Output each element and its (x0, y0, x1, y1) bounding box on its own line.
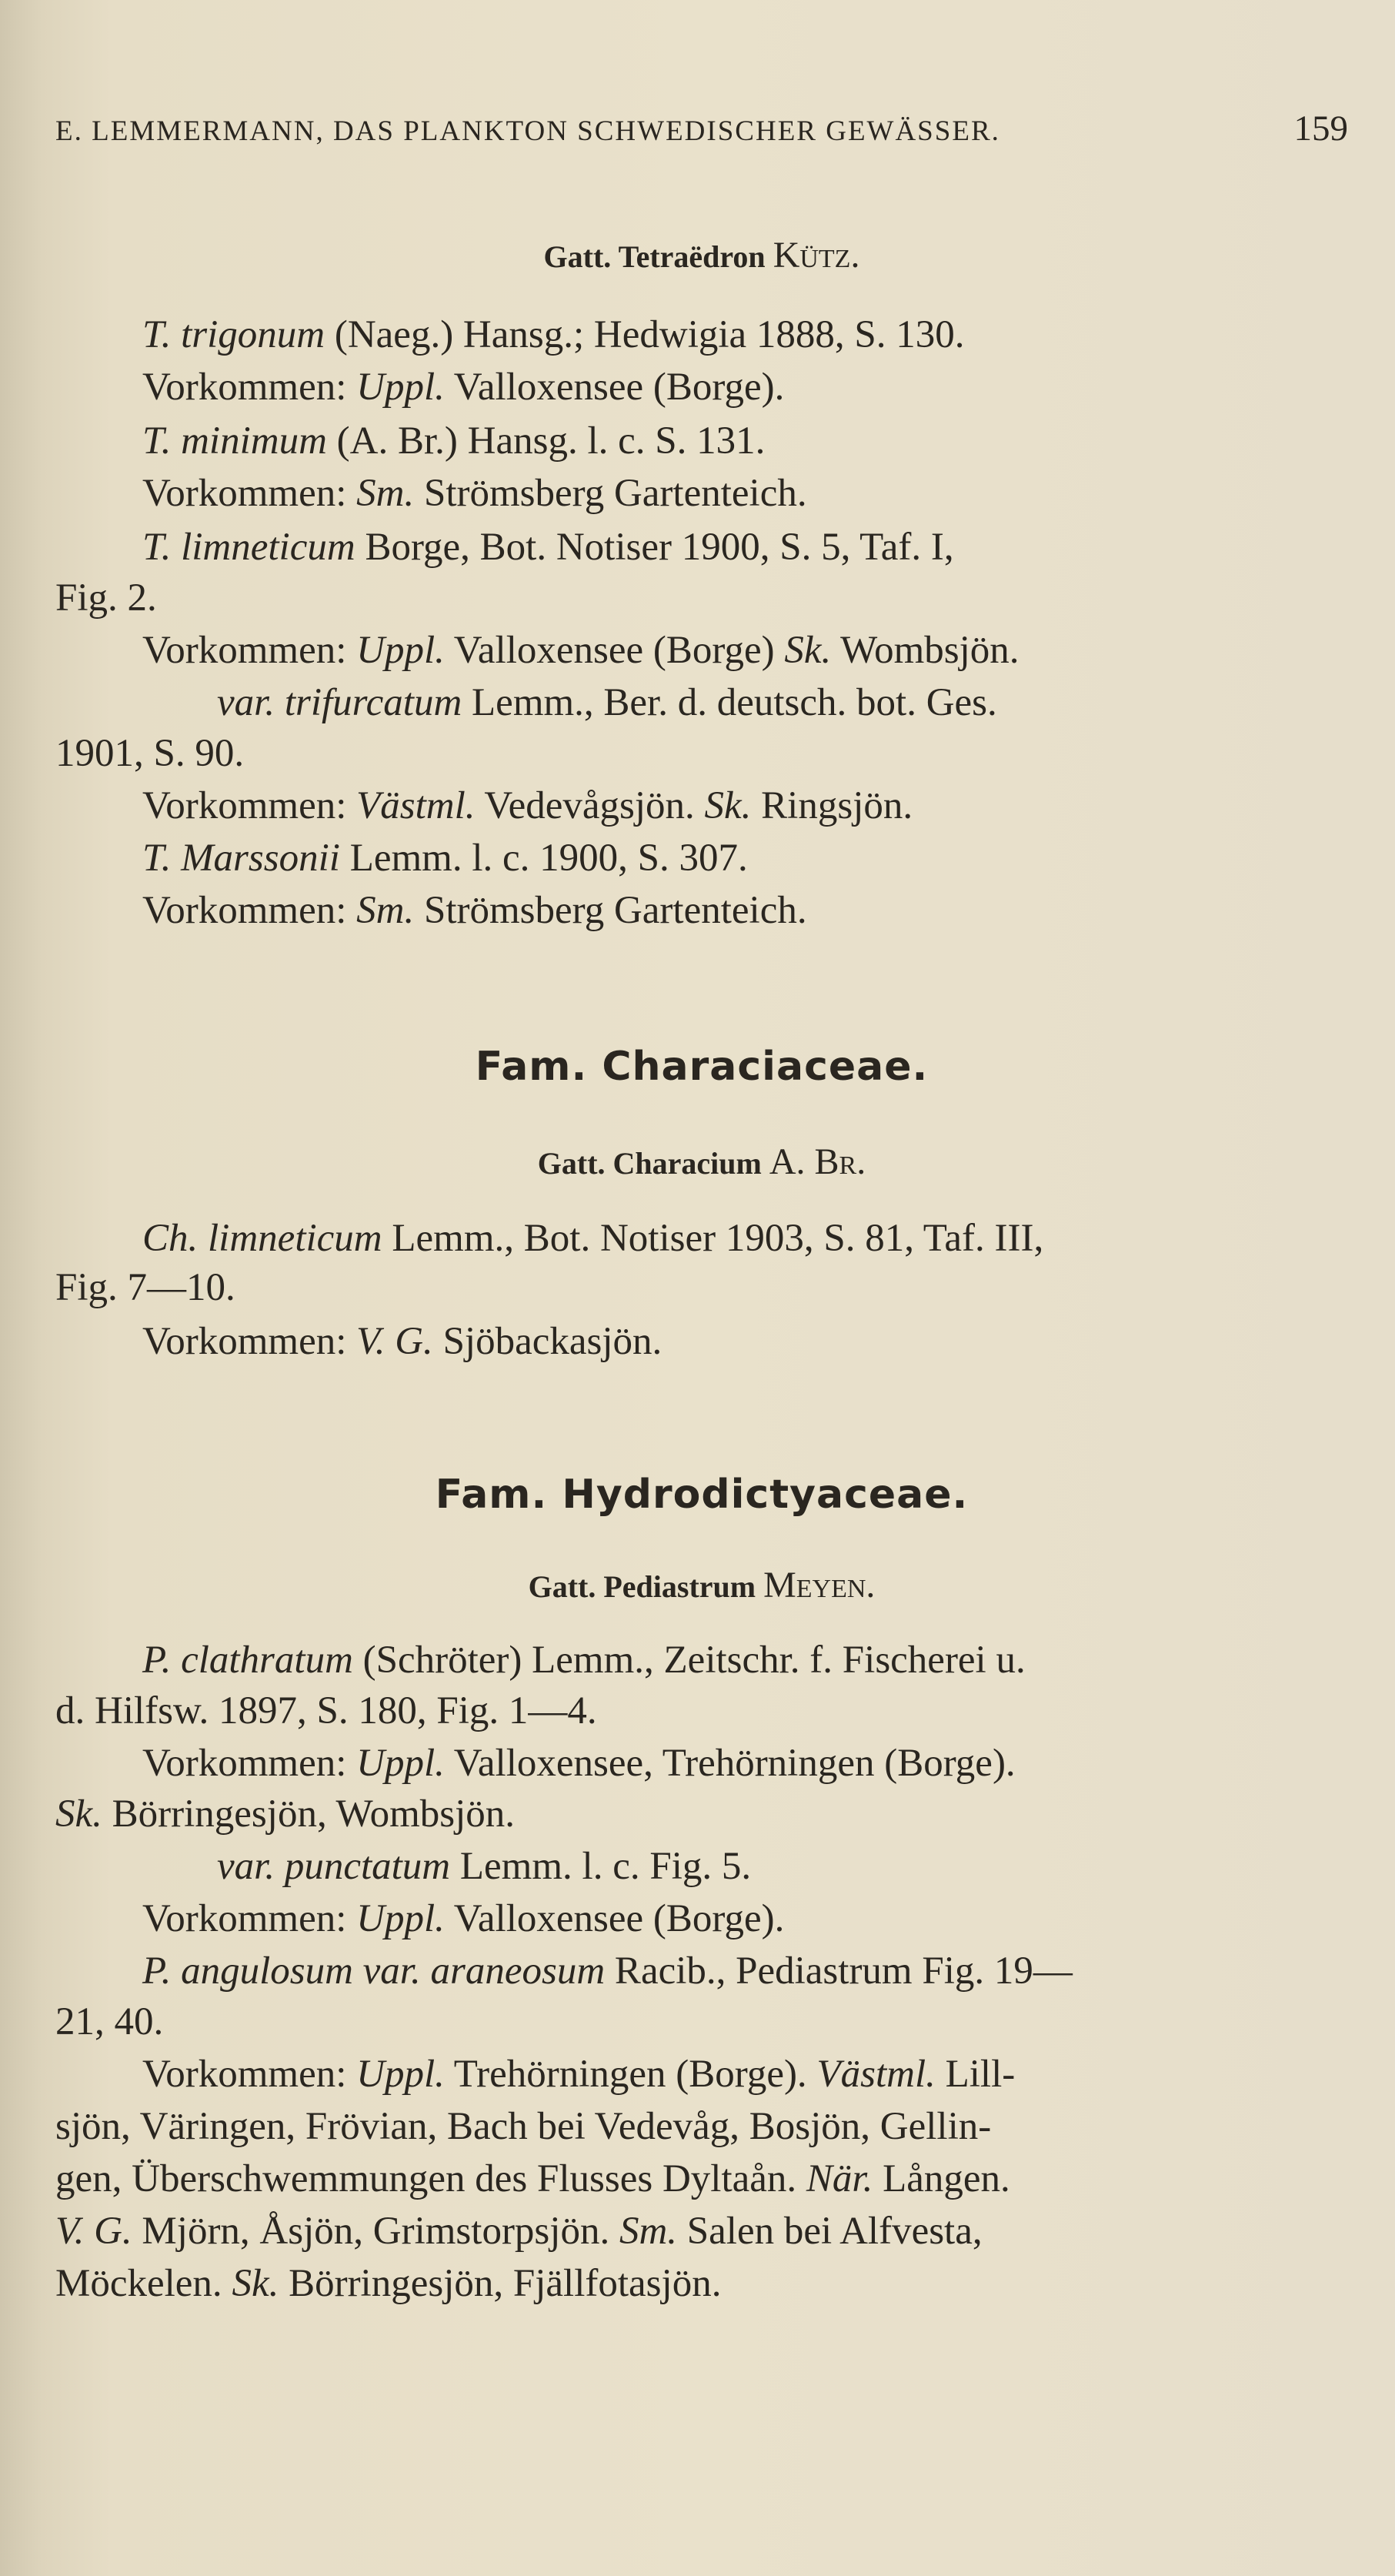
region: Uppl. (356, 366, 445, 409)
occurrence-continuation (55, 2264, 721, 2304)
region: V. G. (356, 1320, 433, 1363)
region: Uppl. (356, 1897, 445, 1940)
variety-name: var. punctatum (217, 1845, 451, 1888)
family-heading-characiaceae: Fam. Characiaceae. (475, 1044, 929, 1090)
occurrence-line (142, 784, 913, 827)
locality: Börringesjön, Fjällfotasjön. (289, 2262, 722, 2305)
region: Västml. (816, 2053, 936, 2096)
locality: Lill- (945, 2053, 1016, 2096)
occurrence-line (142, 2055, 1015, 2094)
genus-author: Meyen. (763, 1565, 876, 1605)
locality: Valloxensee, Trehörningen (Borge). (453, 1742, 1016, 1785)
occurrence-line (142, 1744, 1016, 1783)
citation: Racib., Pediastrum Fig. 19— (614, 1950, 1073, 1993)
variety-name: var. trifurcatum (217, 681, 462, 724)
citation: Lemm., Ber. d. deutsch. bot. Ges. (472, 681, 997, 724)
entry-line (142, 313, 965, 356)
species-name: T. limneticum (142, 526, 355, 569)
locality: Börringesjön, Wombsjön. (112, 1793, 516, 1836)
entry-line (142, 839, 748, 878)
locality: Lången. (883, 2157, 1010, 2200)
locality: Vedevågsjön. (484, 784, 695, 827)
citation: Borge, Bot. Notiser 1900, S. 5, Taf. I, (365, 526, 954, 569)
running-header (55, 108, 1348, 149)
occurrence-line (142, 1322, 662, 1362)
occurrence-label: Vorkommen: (142, 1897, 347, 1940)
occurrence-continuation (55, 1795, 515, 1834)
region: Sm. (619, 2210, 678, 2253)
occurrence-label: Vorkommen: (142, 2053, 347, 2096)
occurrence-label: Vorkommen: (142, 889, 347, 932)
species-name: P. angulosum var. araneosum (142, 1950, 606, 1993)
locality: gen, Überschwemmungen des Flusses Dyltaån. (55, 2157, 797, 2200)
occurrence-continuation (55, 2157, 1010, 2200)
locality: Valloxensee (Borge) (453, 629, 775, 672)
variety-line (217, 683, 997, 723)
genus-heading-tetraedron (55, 237, 1348, 274)
entry-line (142, 1641, 1026, 1680)
genus-name: Gatt. Characium (537, 1146, 762, 1181)
region: Uppl. (356, 629, 445, 672)
occurrence-label: Vorkommen: (142, 1742, 347, 1785)
locality: Valloxensee (Borge). (453, 366, 785, 409)
locality: Trehörningen (Borge). (453, 2053, 807, 2096)
occurrence-line (142, 631, 1020, 670)
occurrence-label: Vorkommen: (142, 366, 347, 409)
region: Västml. (356, 784, 476, 827)
citation: Lemm. l. c. 1900, S. 307. (349, 837, 748, 880)
continuation-line: 1901, S. 90. (55, 732, 245, 775)
continuation-line: Fig. 7—10. (55, 1266, 235, 1309)
continuation-line: 21, 40. (55, 2000, 164, 2043)
region: Sk. (704, 784, 752, 827)
entry-line (142, 1219, 1043, 1258)
species-name: T. Marssonii (142, 837, 340, 880)
region: V. G. (55, 2210, 132, 2253)
genus-author: Kütz. (773, 235, 860, 276)
locality: Valloxensee (Borge). (453, 1897, 785, 1940)
citation: Lemm. l. c. Fig. 5. (459, 1845, 752, 1888)
locality: Salen bei Alfvesta, (686, 2210, 983, 2253)
region: Uppl. (356, 2053, 445, 2096)
occurrence-line (142, 1899, 784, 1939)
region: Sk. (232, 2262, 279, 2305)
citation: (Schröter) Lemm., Zeitschr. f. Fischerei u. (362, 1639, 1026, 1682)
entry-line (142, 419, 766, 463)
occurrence-label: Vorkommen: (142, 472, 347, 515)
occurrence-continuation (55, 2212, 983, 2251)
genus-heading-pediastrum (55, 1567, 1348, 1604)
genus-name: Gatt. Tetraëdron (543, 239, 766, 274)
locality: Sjöbackasjön. (442, 1320, 662, 1363)
continuation-line: Fig. 2. (55, 576, 157, 620)
locality: Möckelen. (55, 2262, 222, 2305)
region: Uppl. (356, 1742, 445, 1785)
genus-name: Gatt. Pediastrum (528, 1569, 756, 1604)
species-name: T. minimum (142, 419, 327, 463)
region: Sk. (55, 1793, 102, 1836)
occurrence-line (142, 368, 784, 407)
running-title: E. LEMMERMANN, DAS PLANKTON SCHWEDISCHER GEWÄSSER. (55, 115, 1000, 147)
region: Sm. (356, 889, 415, 932)
citation: (A. Br.) Hansg. l. c. S. 131. (336, 419, 766, 463)
variety-line (217, 1847, 751, 1886)
species-name: P. clathratum (142, 1639, 353, 1682)
occurrence-line (142, 891, 807, 931)
region: Sk. (784, 629, 832, 672)
locality: Strömsberg Gartenteich. (423, 472, 807, 515)
family-heading-hydrodictyaceae: Fam. Hydrodictyaceae. (435, 1472, 969, 1518)
species-name: T. trigonum (142, 313, 325, 356)
page-number: 159 (1293, 109, 1348, 149)
locality: Wombsjön. (840, 629, 1020, 672)
locality: Ringsjön. (761, 784, 913, 827)
citation: Lemm., Bot. Notiser 1903, S. 81, Taf. III, (392, 1217, 1044, 1260)
locality: Mjörn, Åsjön, Grimstorpsjön. (142, 2210, 610, 2253)
genus-author: A. Br. (769, 1141, 866, 1182)
occurrence-label: Vorkommen: (142, 1320, 347, 1363)
occurrence-label: Vorkommen: (142, 629, 347, 672)
occurrence-continuation: sjön, Väringen, Frövian, Bach bei Vedevåg, Bosjön, Gellin- (55, 2105, 992, 2148)
species-name: Ch. limneticum (142, 1217, 382, 1260)
occurrence-label: Vorkommen: (142, 784, 347, 827)
region: När. (806, 2157, 873, 2200)
genus-heading-characium (55, 1141, 1348, 1182)
entry-line (142, 1952, 1073, 1991)
entry-line (142, 528, 954, 567)
citation: (Naeg.) Hansg.; Hedwigia 1888, S. 130. (334, 313, 965, 356)
locality: Strömsberg Gartenteich. (423, 889, 807, 932)
continuation-line: d. Hilfsw. 1897, S. 180, Fig. 1—4. (55, 1689, 597, 1732)
occurrence-line (142, 474, 807, 513)
region: Sm. (356, 472, 415, 515)
